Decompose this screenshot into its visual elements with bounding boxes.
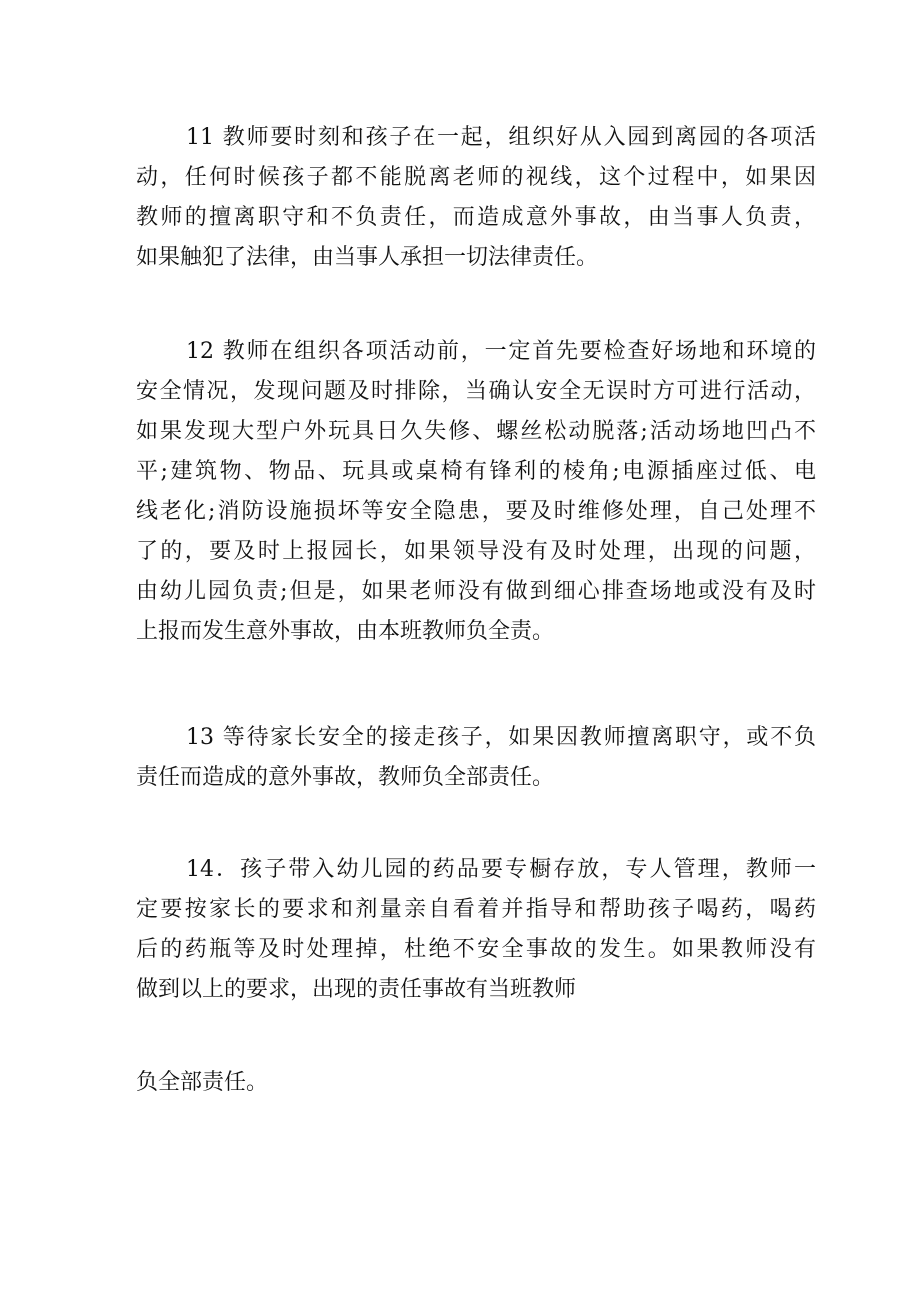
paragraph-11 (136, 118, 816, 278)
paragraph-line: 安全情况，发现问题及时排除，当确认安全无误时方可进行活动， (136, 379, 816, 404)
paragraph-line: 动，任何时候孩子都不能脱离老师的视线，这个过程中，如果因 (136, 165, 816, 190)
paragraph-line: 教师的擅离职守和不负责任，而造成意外事故，由当事人负责， (136, 205, 816, 230)
paragraph-line: 后的药瓶等及时处理掉，杜绝不安全事故的发生。如果教师没有 (136, 937, 816, 962)
paragraph-line: 定要按家长的要求和剂量亲自看着并指导和帮助孩子喝药，喝药 (136, 897, 816, 922)
paragraph-line: 做到以上的要求，出现的责任事故有当班教师 (136, 977, 577, 1002)
paragraph-line: 了的，要及时上报园长，如果领导没有及时处理，出现的问题， (136, 539, 816, 564)
paragraph-14-continuation (136, 1063, 816, 1103)
paragraph-line: 由幼儿园负责;但是，如果老师没有做到细心排查场地或没有及时 (136, 579, 816, 604)
paragraph-line: 负全部责任。 (136, 1070, 269, 1095)
paragraph-12 (136, 332, 816, 652)
paragraph-line: 13 等待家长安全的接走孩子，如果因教师擅离职守，或不负 (186, 725, 816, 750)
paragraph-line: 如果触犯了法律，由当事人承担一切法律责任。 (136, 245, 599, 270)
paragraph-line: 上报而发生意外事故，由本班教师负全责。 (136, 619, 555, 644)
paragraph-line: 线老化;消防设施损坏等安全隐患，要及时维修处理，自己处理不 (136, 499, 816, 524)
paragraph-line: 责任而造成的意外事故，教师负全部责任。 (136, 765, 555, 790)
paragraph-13 (136, 718, 816, 798)
paragraph-line: 11 教师要时刻和孩子在一起，组织好从入园到离园的各项活 (186, 125, 816, 150)
paragraph-line: 如果发现大型户外玩具日久失修、螺丝松动脱落;活动场地凹凸不 (136, 419, 816, 444)
paragraph-14 (136, 850, 816, 1010)
paragraph-line: 14．孩子带入幼儿园的药品要专橱存放，专人管理，教师一 (186, 857, 816, 882)
paragraph-line: 12 教师在组织各项活动前，一定首先要检查好场地和环境的 (186, 339, 816, 364)
paragraph-line: 平;建筑物、物品、玩具或桌椅有锋利的棱角;电源插座过低、电 (136, 459, 816, 484)
